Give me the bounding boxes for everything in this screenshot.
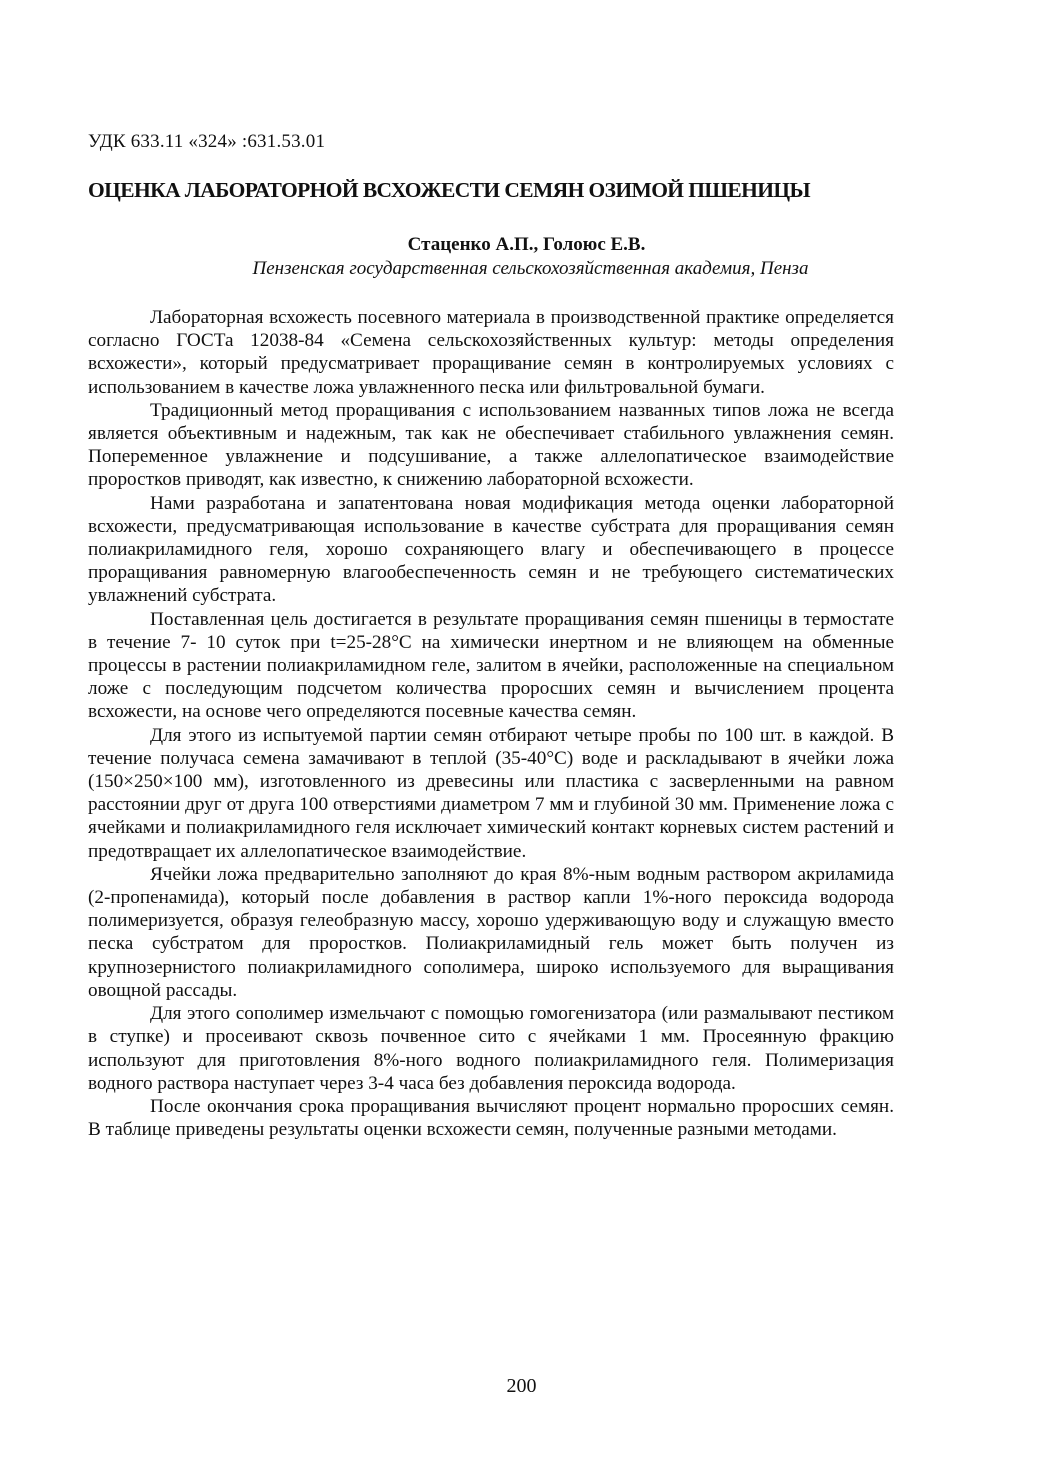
affiliation: Пензенская государственная сельскохозяйственная академия, Пенза bbox=[252, 258, 809, 279]
paragraph: Поставленная цель достигается в результате проращивания семян пшеницы в термостате в течение 7- 10 суток при t=25-28°С на химически инертном и не влияющем на обменные процессы в растении полиакриламидном геле, залитом в ячейки, расположенные на специальном ложе с последующим подсчетом количества проросших семян и вычислением процента всхожести, на основе чего определяются посевные качества семян. bbox=[88, 608, 894, 723]
authors: Стаценко А.П., Голоюс Е.В. bbox=[407, 234, 646, 255]
paragraph: Ячейки ложа предварительно заполняют до края 8%-ным водным раствором акриламида (2-пропенамида), который после добавления в раствор капли 1%-ного пероксида водорода полимеризуется, образуя гелеобразную массу, хорошо удерживающую воду и служащую вместо песка субстратом для проростков. Полиакриламидный гель может быть получен из крупнозернистого полиакриламидного сополимера, широко используемого для выращивания овощной рассады. bbox=[88, 863, 894, 1001]
paragraph: После окончания срока проращивания вычисляют процент нормально проросших семян. В таблице приведены результаты оценки всхожести семян, полученные разными методами. bbox=[88, 1095, 894, 1141]
article-body bbox=[88, 306, 894, 1141]
paragraph: Нами разработана и запатентована новая модификация метода оценки лабораторной всхожести, предусматривающая использование в качестве субстрата для проращивания семян полиакриламидного геля, хорошо сохраняющего влагу и обеспечивающего в процессе проращивания равномерную влагообеспеченность семян и не требующего систематических увлажнений субстрата. bbox=[88, 492, 894, 607]
udk-code: УДК 633.11 «324» :631.53.01 bbox=[88, 131, 326, 152]
page-number: 200 bbox=[506, 1375, 537, 1397]
article-title: ОЦЕНКА ЛАБОРАТОРНОЙ ВСХОЖЕСТИ СЕМЯН ОЗИМОЙ ПШЕНИЦЫ bbox=[88, 178, 810, 202]
paragraph: Традиционный метод проращивания с использованием названных типов ложа не всегда является объективным и надежным, так как не обеспечивает стабильного увлажнения семян. Попеременное увлажнение и подсушивание, а также аллелопатическое взаимодействие проростков приводят, как известно, к снижению лабораторной всхожести. bbox=[88, 399, 894, 491]
paragraph: Для этого из испытуемой партии семян отбирают четыре пробы по 100 шт. в каждой. В течение получаса семена замачивают в теплой (35-40°С) воде и раскладывают в ячейки ложа (150×250×100 мм), изготовленного из древесины или пластика с засверленными на равном расстоянии друг от друга 100 отверстиями диаметром 7 мм и глубиной 30 мм. Применение ложа с ячейками и полиакриламидного геля исключает химический контакт корневых систем растений и предотвращает их аллелопатическое взаимодействие. bbox=[88, 724, 894, 862]
paragraph: Лабораторная всхожесть посевного материала в производственной практике определяется согласно ГОСТа 12038-84 «Семена сельскохозяйственных культур: методы определения всхожести», который предусматривает проращивание семян в контролируемых условиях с использованием в качестве ложа увлажненного песка или фильтровальной бумаги. bbox=[88, 307, 894, 398]
paragraph: Для этого сополимер измельчают с помощью гомогенизатора (или размалывают пестиком в ступке) и просеивают сквозь почвенное сито с ячейками 1 мм. Просеянную фракцию используют для приготовления 8%-ного водного полиакриламидного геля. Полимеризация водного раствора наступает через 3-4 часа без добавления пероксида водорода. bbox=[88, 1003, 894, 1094]
